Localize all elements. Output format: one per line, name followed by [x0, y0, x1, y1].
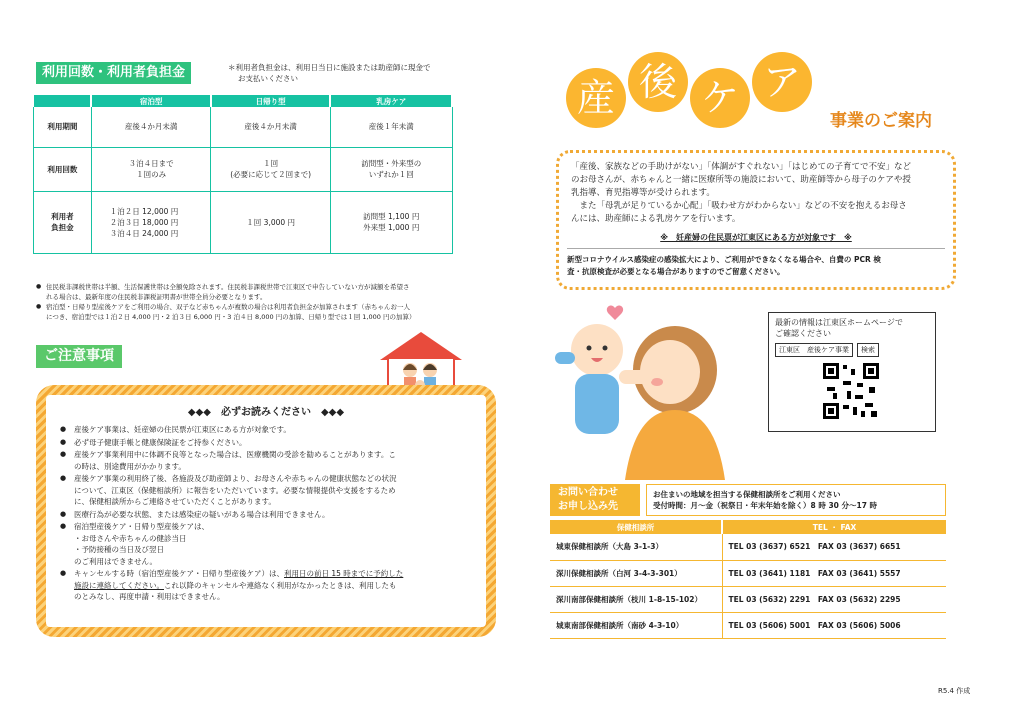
title-char-4: ア — [752, 52, 812, 112]
fee-row-label: 利用者 負担金 — [34, 191, 92, 253]
caution-item: ● 産後ケア事業は、妊産婦の住民票が江東区にある方が対象です。 — [60, 424, 472, 436]
contact-heading-1: お問い合わせ — [558, 487, 618, 498]
fee-row-count — [34, 147, 453, 191]
page-subtitle: 事業のご案内 — [830, 111, 932, 131]
caution-box — [36, 385, 496, 637]
caution-item-cancel — [60, 568, 472, 603]
fee-row-label: 利用回数 — [34, 147, 92, 191]
fee-payment-note — [228, 62, 431, 84]
fee-row-label: 利用期間 — [34, 107, 92, 147]
office-col-name: 保健相談所 — [550, 520, 722, 534]
fee-footnotes — [36, 282, 486, 322]
caution-item: ● 産後ケア事業の利用終了後、各施設及び助産師より、お母さんや赤ちゃんの健康状態などの状況 について、江東区（保健相談所）に報告をいただいています。必要な情報提供や支援をするため に、保健相談所からご連絡させていただくことがあります。 — [60, 473, 472, 508]
fee-footnote: ● 宿泊型・日帰り型産後ケアをご利用の場合、双子など赤ちゃんが複数の場合は利用者負担金が加算されます（赤ちゃんお一人 につき、宿泊型では１泊２日 4,000 円・2 泊３日 6,000 円・3 泊４日 8,000 円の加算、日帰り型では１回 1,000 円の加算） — [36, 302, 486, 322]
caution-item: ● 医療行為が必要な状態、または感染症の疑いがある場合は利用できません。 — [60, 509, 472, 521]
fee-note-line2: お支払いください — [238, 74, 298, 83]
fee-cell: 産後４か月未満 — [211, 107, 331, 147]
intro-paragraph-1: 「産後、家族などの手助けがない」「体調がすぐれない」「はじめての子育てで不安」など のお母さんが、赤ちゃんと一緒に医療所等の施設において、助産師等から母子のケアや授 乳指導、育児指導等が受けられます。 — [571, 162, 912, 198]
cancel-contact: 施設に連絡してください。 — [74, 580, 164, 590]
fee-cell: ３泊４日まで １回のみ — [91, 147, 211, 191]
office-name: 城東保健相談所（大島 3-1-3） — [550, 534, 722, 560]
table-row — [550, 586, 946, 612]
intro-paragraph-2: また「母乳が足りているか心配」「吸わせ方がわからない」などの不安を抱えるお母さ んには、助産師による乳房ケアを行います。 — [571, 201, 907, 224]
caution-heading: ◆◆◆ 必ずお読みください ◆◆◆ — [187, 407, 345, 418]
caution-inner — [46, 395, 486, 627]
title-char-2: 後 — [628, 52, 688, 112]
fee-cell: １泊２日 12,000 円 ２泊３日 18,000 円 ３泊４日 24,000 円 — [91, 191, 211, 253]
fee-row-period — [34, 107, 453, 147]
caution-item: ● 必ず母子健康手帳と健康保険証をご持参ください。 — [60, 437, 472, 449]
fee-col-blank — [34, 95, 92, 107]
office-tel: TEL 03 (3637) 6521 FAX 03 (3637) 6651 — [722, 534, 946, 560]
fee-cell: １回 3,000 円 — [211, 191, 331, 253]
contact-sub-2: 受付時間：月～金（祝祭日・年末年始を除く）8 時 30 分～17 時 — [653, 501, 878, 510]
office-table — [550, 520, 946, 639]
title-char-3: ケ — [690, 68, 750, 128]
office-col-tel: TEL ・ FAX — [722, 520, 946, 534]
fee-note-line1: ＊利用者負担金は、利用日当日に施設または助産師に現金で — [228, 63, 431, 72]
fee-row-charge — [34, 191, 453, 253]
qr-info-text: 最新の情報は江東区ホームページで ご確認ください — [775, 318, 903, 338]
office-name: 深川南部保健相談所（枝川 1-8-15-102） — [550, 586, 722, 612]
contact-sub-1: お住まいの地域を担当する保健相談所をご利用ください — [653, 490, 841, 499]
intro-box — [556, 150, 956, 290]
caution-list — [46, 418, 486, 603]
search-button[interactable]: 検索 — [857, 343, 879, 357]
footer-date: R5.4 作成 — [938, 687, 971, 695]
fee-section-title: 利用回数・利用者負担金 — [36, 62, 191, 84]
cancel-deadline: 利用日の前日 15 時までに予約した — [284, 569, 404, 578]
fee-cell: 産後１年未満 — [330, 107, 452, 147]
contact-subinfo — [646, 484, 946, 516]
mother-baby-illustration — [545, 300, 745, 480]
qr-info-box — [768, 312, 936, 432]
office-tel: TEL 03 (5632) 2291 FAX 03 (5632) 2295 — [722, 586, 946, 612]
caution-item: ● 宿泊型産後ケア・日帰り型産後ケアは、 ・お母さんや赤ちゃんの健診当日 ・予防接種の当日及び翌日 のご利用はできません。 — [60, 521, 472, 567]
fee-col-breast: 乳房ケア — [330, 95, 452, 107]
search-row — [769, 343, 935, 357]
intro-target-note: ※ 妊産婦の住民票が江東区にある方が対象です ※ — [660, 233, 852, 242]
contact-heading-2: お申し込み先 — [558, 501, 618, 512]
contact-heading — [550, 484, 640, 516]
caution-section-title: ご注意事項 — [36, 345, 122, 368]
table-row — [550, 534, 946, 560]
office-tel: TEL 03 (3641) 1181 FAX 03 (3641) 5557 — [722, 560, 946, 586]
qr-code-icon[interactable] — [821, 361, 881, 421]
office-tel: TEL 03 (5606) 5001 FAX 03 (5606) 5006 — [722, 612, 946, 638]
fee-footnote: ● 住民税非課税世帯は半額、生活保護世帯は全額免除されます。住民税非課税世帯で江東区で申告していない方が減額を希望さ れる場合は、最新年度の住民税非課税証明書が世帯全員分必要となります。 — [36, 282, 486, 302]
caution-item: ● 産後ケア事業利用中に体調不良等となった場合は、医療機関の受診を勧めることがあります。こ の時は、別途費用がかかります。 — [60, 449, 472, 472]
table-row — [550, 612, 946, 638]
title-char-1: 産 — [566, 68, 626, 128]
cancel-text-d: これ以降のキャンセルや連絡なく利用がなかったときは、利用したも のとみなし、再度申請・利用はできません。 — [74, 580, 397, 601]
cancel-text-a: キャンセルする時（宿泊型産後ケア・日帰り型産後ケア）は、 — [74, 569, 284, 578]
office-name: 城東南部保健相談所（南砂 4-3-10） — [550, 612, 722, 638]
office-name: 深川保健相談所（白河 3-4-3-301） — [550, 560, 722, 586]
fee-cell: １回 (必要に応じて２回まで) — [211, 147, 331, 191]
fee-col-day: 日帰り型 — [211, 95, 331, 107]
covid-note: 新型コロナウイルス感染症の感染拡大により、ご利用ができなくなる場合や、自費の PCR 検 査・抗原検査が必要となる場合がありますのでご留意ください。 — [567, 248, 945, 277]
fee-col-stay: 宿泊型 — [91, 95, 211, 107]
fee-cell: 訪問型・外来型の いずれか１回 — [330, 147, 452, 191]
table-row — [550, 560, 946, 586]
fee-cell: 訪問型 1,100 円 外来型 1,000 円 — [330, 191, 452, 253]
fee-cell: 産後４か月未満 — [91, 107, 211, 147]
search-input[interactable]: 江東区 産後ケア事業 — [775, 343, 853, 357]
fee-table — [33, 95, 453, 254]
